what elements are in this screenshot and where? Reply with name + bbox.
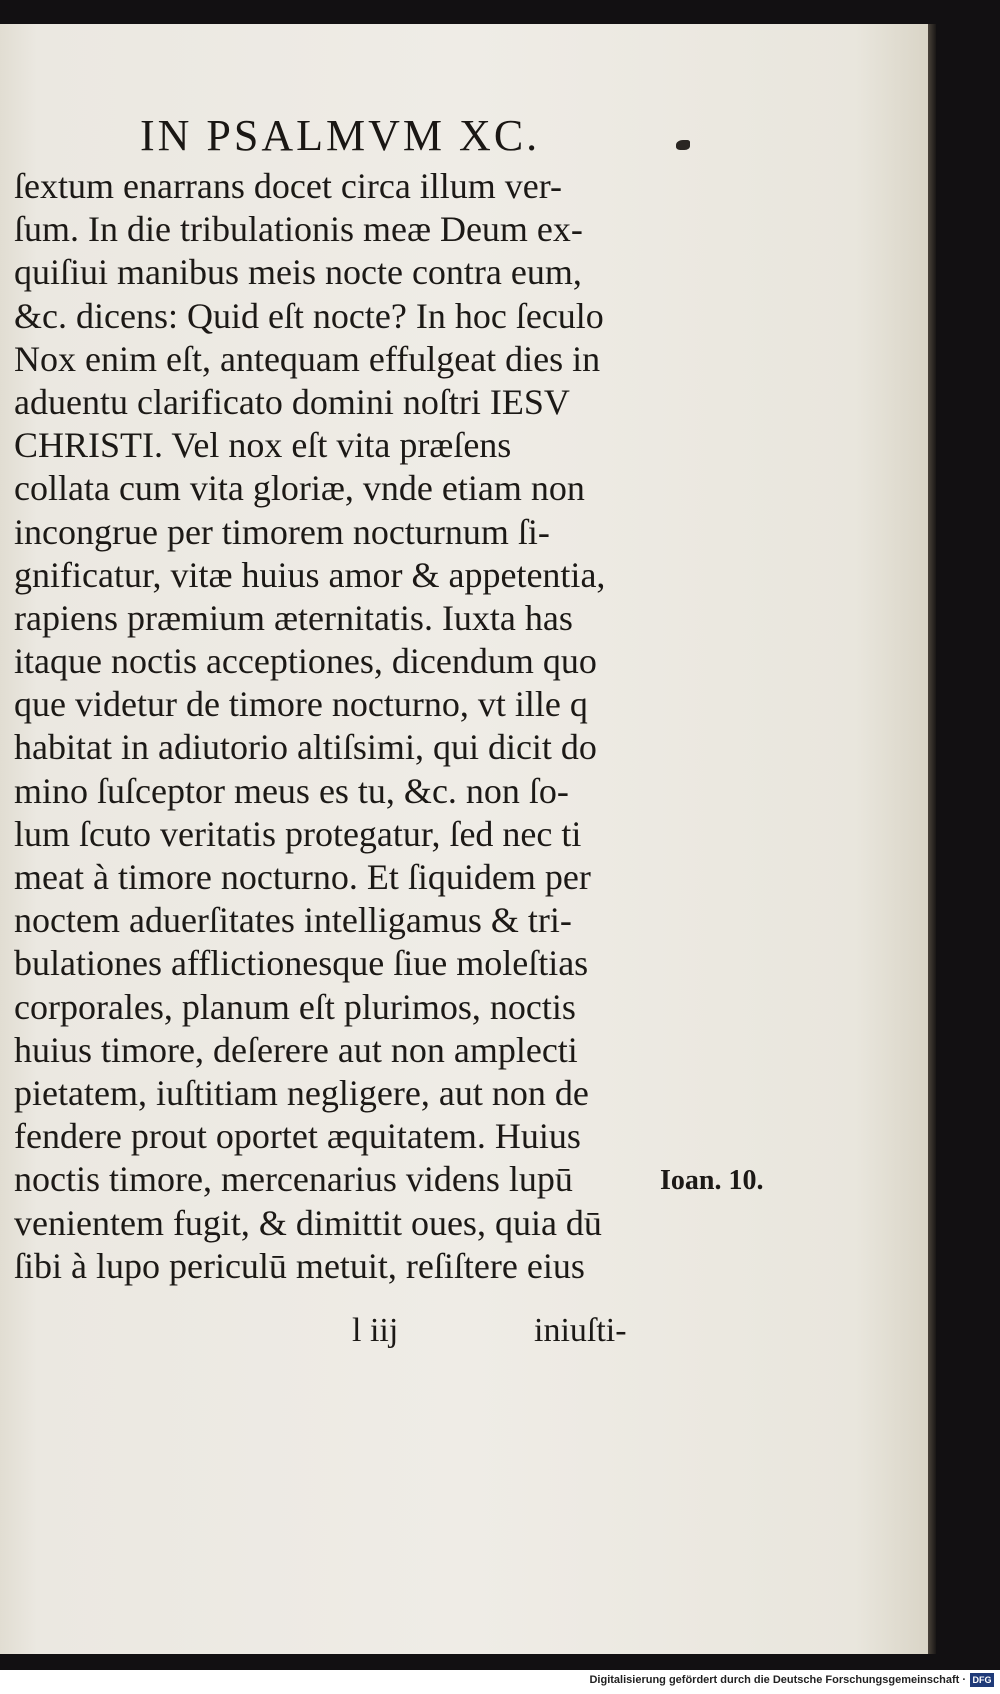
footer-bar — [0, 1670, 1000, 1694]
text-line: gnificatur, vitæ huius amor & appetentia, — [14, 554, 606, 595]
text-line: corporales, planum eſt plurimos, noctis — [14, 986, 576, 1027]
text-line: fendere prout oportet æquitatem. Huius — [14, 1116, 581, 1157]
body-text — [14, 165, 694, 1288]
text-line: ſibi à lupo periculū metuit, reſiſtere eius — [14, 1245, 585, 1286]
text-line: noctem aduerſitates intelligamus & tri- — [14, 900, 572, 941]
text-line: meat à timore nocturno. Et ſiquidem per — [14, 857, 591, 897]
text-line: CHRISTI. Vel nox eſt vita præſens — [14, 425, 512, 466]
text-line: pietatem, iuſtitiam negligere, aut non de — [14, 1072, 589, 1113]
dfg-logo: DFG — [970, 1673, 994, 1687]
text-line: venientem fugit, & dimittit oues, quia dū — [14, 1202, 602, 1243]
text-line: ſextum enarrans docet circa illum ver- — [14, 166, 563, 206]
ink-mark — [676, 140, 690, 150]
text-line: rapiens præmium æternitatis. Iuxta has — [14, 597, 573, 638]
text-line: huius timore, deſerere aut non amplecti — [14, 1029, 578, 1070]
text-line: &c. dicens: Quid eſt nocte? In hoc ſeculo — [14, 295, 604, 336]
text-line: quiſiui manibus meis nocte contra eum, — [14, 252, 582, 293]
signature-mark: l iij — [352, 1312, 399, 1349]
margin-note: Ioan. 10. — [660, 1165, 764, 1196]
text-line: bulationes afflictionesque ſiue moleſtias — [14, 943, 589, 984]
text-line: ſum. In die tribulationis meæ Deum ex- — [14, 209, 583, 250]
text-line: incongrue per timorem nocturnum ſi- — [14, 511, 550, 552]
text-line: noctis timore, mercenarius videns lupū — [14, 1159, 573, 1200]
text-line: itaque noctis acceptiones, dicendum quo — [14, 641, 597, 682]
catchword: iniuſti- — [534, 1312, 627, 1349]
running-head: IN PSALMVM XC. — [140, 111, 541, 160]
text-line: Nox enim eſt, antequam effulgeat dies in — [14, 338, 601, 379]
text-line: mino ſuſceptor meus es tu, &c. non ſo- — [14, 770, 569, 811]
text-line: habitat in adiutorio altiſsimi, qui dicit do — [14, 727, 597, 768]
text-line: aduentu clarificato domini noſtri IESV — [14, 381, 570, 422]
text-line: que videtur de timore nocturno, vt ille q — [14, 684, 588, 725]
footer-credit: Digitalisierung gefördert durch die Deutsche Forschungsgemeinschaft · — [589, 1674, 966, 1686]
text-line: collata cum vita gloriæ, vnde etiam non — [14, 468, 585, 509]
page-edge-shadow — [928, 24, 936, 1654]
text-line: lum ſcuto veritatis protegatur, ſed nec ti — [14, 813, 582, 854]
